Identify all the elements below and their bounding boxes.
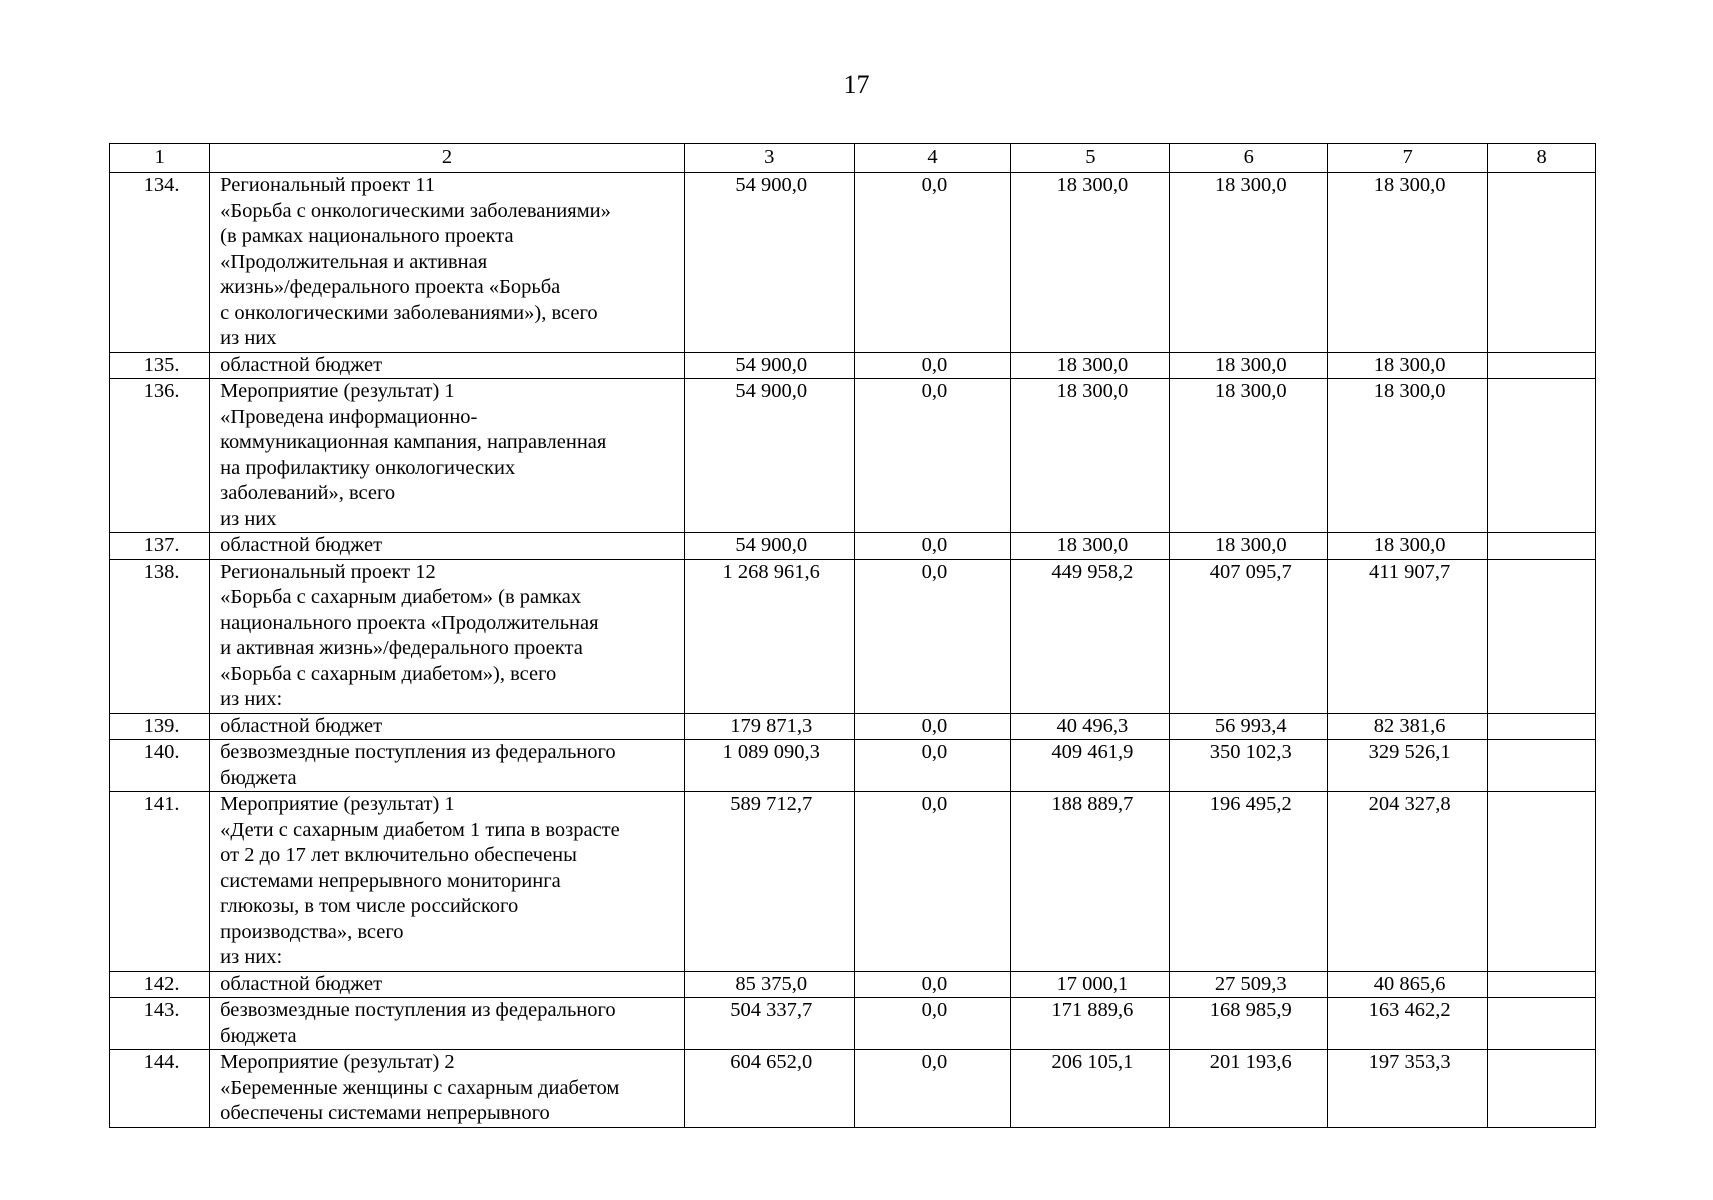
- value-cell-7: 204 327,8: [1328, 792, 1488, 972]
- value-cell-5: 18 300,0: [1011, 533, 1170, 560]
- table-row: [110, 1050, 1596, 1128]
- description-line: обеспечены системами непрерывного: [220, 1102, 550, 1124]
- row-description: [210, 713, 685, 740]
- value-cell-3: 179 871,3: [684, 713, 854, 740]
- value-cell-5: 409 461,9: [1011, 740, 1170, 792]
- value-cell-8: [1488, 352, 1596, 379]
- column-header: 8: [1488, 144, 1596, 173]
- row-number: 144.: [110, 1050, 210, 1128]
- description-line: заболеваний», всего: [220, 482, 396, 504]
- column-header: 3: [684, 144, 854, 173]
- row-number: 141.: [110, 792, 210, 972]
- table-row: [110, 173, 1596, 353]
- value-cell-3: 54 900,0: [684, 352, 854, 379]
- value-cell-7: 82 381,6: [1328, 713, 1488, 740]
- table-row: [110, 379, 1596, 533]
- description-line: из них:: [220, 946, 283, 968]
- value-cell-7: 18 300,0: [1328, 533, 1488, 560]
- table-row: [110, 352, 1596, 379]
- column-header: 4: [854, 144, 1011, 173]
- value-cell-4: 0,0: [854, 352, 1011, 379]
- description-line: «Дети с сахарным диабетом 1 типа в возрасте: [220, 818, 620, 841]
- row-description: [210, 559, 685, 713]
- value-cell-6: 168 985,9: [1170, 998, 1328, 1050]
- description-line: глюкозы, в том числе российского: [220, 895, 519, 917]
- description-line: и активная жизнь»/федерального проекта: [220, 637, 583, 659]
- value-cell-5: 18 300,0: [1011, 352, 1170, 379]
- row-number: 139.: [110, 713, 210, 740]
- value-cell-5: 188 889,7: [1011, 792, 1170, 972]
- value-cell-6: 201 193,6: [1170, 1050, 1328, 1128]
- value-cell-5: 18 300,0: [1011, 379, 1170, 533]
- description-line: областной бюджет: [220, 353, 383, 376]
- row-description: [210, 173, 685, 353]
- table-body: [110, 173, 1596, 1128]
- value-cell-5: 206 105,1: [1011, 1050, 1170, 1128]
- description-line: «Борьба с онкологическими заболеваниями»: [220, 199, 611, 222]
- row-description: [210, 998, 685, 1050]
- value-cell-8: [1488, 792, 1596, 972]
- description-line: «Продолжительная и активная: [220, 250, 488, 273]
- value-cell-4: 0,0: [854, 533, 1011, 560]
- value-cell-5: 17 000,1: [1011, 971, 1170, 998]
- row-description: [210, 533, 685, 560]
- value-cell-4: 0,0: [854, 379, 1011, 533]
- description-line: Мероприятие (результат) 2: [220, 1051, 455, 1073]
- row-number: 143.: [110, 998, 210, 1050]
- value-cell-3: 604 652,0: [684, 1050, 854, 1128]
- description-line: Региональный проект 11: [220, 174, 436, 196]
- value-cell-8: [1488, 1050, 1596, 1128]
- row-number: 137.: [110, 533, 210, 560]
- description-line: производства», всего: [220, 920, 404, 943]
- row-description: [210, 792, 685, 972]
- description-line: из них: [220, 327, 277, 349]
- value-cell-8: [1488, 173, 1596, 353]
- value-cell-6: 18 300,0: [1170, 173, 1328, 353]
- value-cell-6: 56 993,4: [1170, 713, 1328, 740]
- value-cell-4: 0,0: [854, 713, 1011, 740]
- description-line: национального проекта «Продолжительная: [220, 611, 599, 634]
- row-number: 142.: [110, 971, 210, 998]
- value-cell-7: 411 907,7: [1328, 559, 1488, 713]
- column-header: 7: [1328, 144, 1488, 173]
- value-cell-6: 27 509,3: [1170, 971, 1328, 998]
- description-line: из них: [220, 507, 277, 530]
- value-cell-8: [1488, 533, 1596, 560]
- column-number-row: [110, 144, 1596, 173]
- description-line: безвозмездные поступления из федерального: [220, 999, 616, 1021]
- description-line: областной бюджет: [220, 534, 383, 556]
- table-row: [110, 971, 1596, 998]
- row-description: [210, 379, 685, 533]
- description-line: областной бюджет: [220, 714, 383, 737]
- description-line: из них:: [220, 688, 283, 710]
- description-line: Мероприятие (результат) 1: [220, 793, 455, 815]
- value-cell-3: 589 712,7: [684, 792, 854, 972]
- description-line: областной бюджет: [220, 972, 383, 995]
- value-cell-3: 54 900,0: [684, 379, 854, 533]
- value-cell-8: [1488, 379, 1596, 533]
- row-description: [210, 971, 685, 998]
- page-number: 17: [843, 70, 870, 99]
- description-line: коммуникационная кампания, направленная: [220, 431, 607, 453]
- description-line: жизнь»/федерального проекта «Борьба: [220, 276, 561, 298]
- table-row: [110, 713, 1596, 740]
- table-row: [110, 533, 1596, 560]
- budget-table: [109, 143, 1596, 1128]
- table-row: [110, 740, 1596, 792]
- description-line: от 2 до 17 лет включительно обеспечены: [220, 844, 577, 866]
- value-cell-8: [1488, 998, 1596, 1050]
- value-cell-7: 18 300,0: [1328, 352, 1488, 379]
- description-line: «Борьба с сахарным диабетом» (в рамках: [220, 586, 582, 608]
- value-cell-4: 0,0: [854, 971, 1011, 998]
- value-cell-4: 0,0: [854, 998, 1011, 1050]
- description-line: бюджета: [220, 1024, 297, 1047]
- description-line: (в рамках национального проекта: [220, 225, 514, 247]
- value-cell-3: 1 089 090,3: [684, 740, 854, 792]
- description-line: «Борьба с сахарным диабетом»), всего: [220, 662, 557, 685]
- value-cell-4: 0,0: [854, 173, 1011, 353]
- value-cell-8: [1488, 559, 1596, 713]
- value-cell-4: 0,0: [854, 740, 1011, 792]
- row-number: 136.: [110, 379, 210, 533]
- row-description: [210, 1050, 685, 1128]
- value-cell-5: 449 958,2: [1011, 559, 1170, 713]
- value-cell-7: 197 353,3: [1328, 1050, 1488, 1128]
- description-line: с онкологическими заболеваниями»), всего: [220, 301, 598, 324]
- column-header: 6: [1170, 144, 1328, 173]
- row-number: 134.: [110, 173, 210, 353]
- value-cell-7: 163 462,2: [1328, 998, 1488, 1050]
- row-number: 140.: [110, 740, 210, 792]
- value-cell-6: 18 300,0: [1170, 352, 1328, 379]
- value-cell-3: 54 900,0: [684, 173, 854, 353]
- row-number: 138.: [110, 559, 210, 713]
- value-cell-5: 171 889,6: [1011, 998, 1170, 1050]
- value-cell-6: 196 495,2: [1170, 792, 1328, 972]
- column-header: 5: [1011, 144, 1170, 173]
- column-header: 1: [110, 144, 210, 173]
- value-cell-7: 329 526,1: [1328, 740, 1488, 792]
- table-row: [110, 998, 1596, 1050]
- value-cell-4: 0,0: [854, 559, 1011, 713]
- row-number: 135.: [110, 352, 210, 379]
- value-cell-7: 40 865,6: [1328, 971, 1488, 998]
- value-cell-6: 350 102,3: [1170, 740, 1328, 792]
- value-cell-6: 18 300,0: [1170, 533, 1328, 560]
- value-cell-4: 0,0: [854, 1050, 1011, 1128]
- value-cell-7: 18 300,0: [1328, 173, 1488, 353]
- column-header: 2: [210, 144, 685, 173]
- value-cell-3: 504 337,7: [684, 998, 854, 1050]
- value-cell-3: 85 375,0: [684, 971, 854, 998]
- description-line: системами непрерывного мониторинга: [220, 869, 561, 892]
- value-cell-6: 407 095,7: [1170, 559, 1328, 713]
- value-cell-4: 0,0: [854, 792, 1011, 972]
- description-line: «Проведена информационно-: [220, 405, 478, 428]
- value-cell-8: [1488, 713, 1596, 740]
- description-line: Региональный проект 12: [220, 560, 436, 583]
- description-line: безвозмездные поступления из федерального: [220, 741, 616, 763]
- description-line: на профилактику онкологических: [220, 456, 516, 479]
- value-cell-5: 40 496,3: [1011, 713, 1170, 740]
- row-description: [210, 740, 685, 792]
- table-row: [110, 559, 1596, 713]
- description-line: «Беременные женщины с сахарным диабетом: [220, 1076, 620, 1099]
- row-description: [210, 352, 685, 379]
- value-cell-8: [1488, 740, 1596, 792]
- value-cell-6: 18 300,0: [1170, 379, 1328, 533]
- table-row: [110, 792, 1596, 972]
- description-line: Мероприятие (результат) 1: [220, 380, 455, 402]
- value-cell-3: 1 268 961,6: [684, 559, 854, 713]
- value-cell-3: 54 900,0: [684, 533, 854, 560]
- description-line: бюджета: [220, 766, 297, 789]
- value-cell-8: [1488, 971, 1596, 998]
- value-cell-5: 18 300,0: [1011, 173, 1170, 353]
- value-cell-7: 18 300,0: [1328, 379, 1488, 533]
